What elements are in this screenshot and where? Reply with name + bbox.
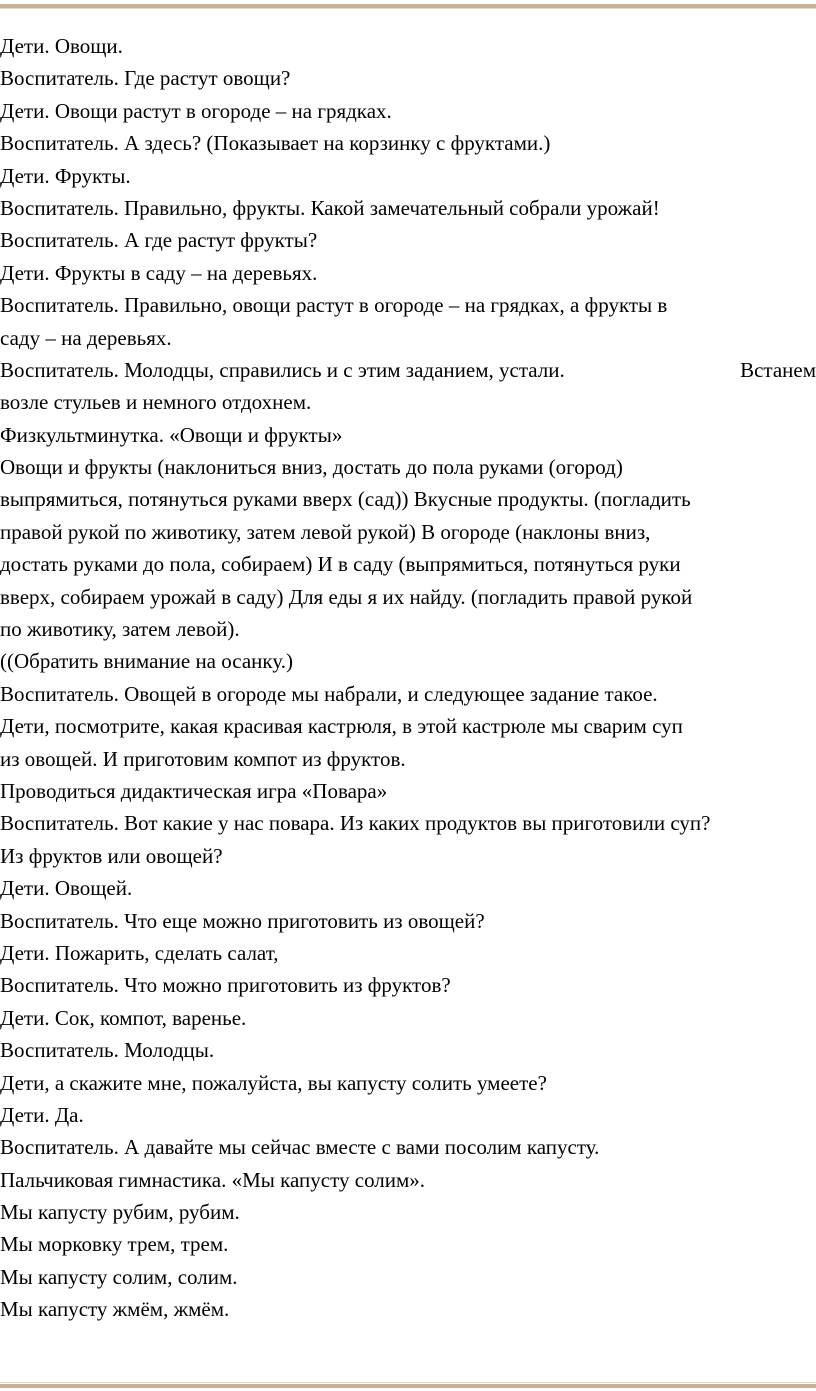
text-line: Мы капусту солим, солим. [0,1264,238,1289]
text-line: Воспитатель. Правильно, овощи растут в огороде – на грядках, а фрукты в [0,293,668,318]
text-line: Дети. Овощи растут в огороде – на грядках. [0,98,392,123]
text-line: Воспитатель. Что еще можно приготовить из овощей? [0,908,485,933]
text-line: Проводиться дидактическая игра «Повара» [0,778,388,803]
text-line: Дети. Овощи. [0,34,123,58]
text-line-left: Воспитатель. Молодцы, справились и с этим заданием, устали. [0,357,565,382]
text-line: Пальчиковая гимнастика. «Мы капусту солим». [0,1167,426,1192]
text-line: Дети. Фрукты. [0,163,131,188]
text-line-right: Встанем [740,357,816,382]
text-line: Воспитатель. Овощей в огороде мы набрали, и следующее задание такое. [0,681,658,706]
text-line: Дети. Да. [0,1102,84,1127]
text-line: Воспитатель. А здесь? (Показывает на корзинку с фруктами.) [0,131,551,156]
text-line: Дети. Фрукты в саду – на деревьях. [0,260,318,285]
text-line: Из фруктов или овощей? [0,843,223,868]
text-line: Овощи и фрукты (наклониться вниз, достать до пола руками (огород) [0,455,623,480]
text-line: саду – на деревьях. [0,325,172,350]
text-line: Воспитатель. Что можно приготовить из фруктов? [0,973,451,998]
text-line: Воспитатель. А где растут фрукты? [0,228,318,253]
text-line: Воспитатель. А давайте мы сейчас вместе с вами посолим капусту. [0,1135,600,1160]
document-body [0,30,816,1326]
text-line: Воспитатель. Правильно, фрукты. Какой замечательный собрали урожай! [0,195,660,220]
text-line: Дети. Овощей. [0,876,133,901]
text-line: выпрямиться, потянуться руками вверх (сад)) Вкусные продукты. (погладить [0,487,691,512]
text-line: возле стульев и немного отдохнем. [0,390,312,415]
bottom-border [0,1384,816,1388]
text-line: Дети. Сок, компот, варенье. [0,1005,247,1030]
text-line: Дети, а скажите мне, пожалуйста, вы капусту солить умеете? [0,1070,547,1095]
text-line: Воспитатель. Вот какие у нас повара. Из каких продуктов вы приготовили суп? [0,811,711,836]
text-line: вверх, собираем урожай в саду) Для еды я их найду. (погладить правой рукой [0,584,693,609]
text-line: Мы капусту рубим, рубим. [0,1200,240,1225]
text-line: Воспитатель. Молодцы. [0,1038,215,1063]
text-line: правой рукой по животику, затем левой рукой) В огороде (наклоны вниз, [0,519,651,544]
text-line: достать руками до пола, собираем) И в саду (выпрямиться, потянуться руки [0,552,681,577]
text-line: ((Обратить внимание на осанку.) [0,649,293,674]
text-line: Дети. Пожарить, сделать салат, [0,940,279,965]
text-line: Мы капусту жмём, жмём. [0,1297,230,1322]
text-line-justified [0,354,816,386]
text-line: из овощей. И приготовим компот из фруктов. [0,746,406,771]
text-line: по животику, затем левой). [0,617,240,642]
top-border [0,4,816,8]
text-line: Воспитатель. Где растут овощи? [0,66,291,91]
text-line: Мы морковку трем, трем. [0,1232,229,1257]
text-line: Дети, посмотрите, какая красивая кастрюля, в этой кастрюле мы сварим суп [0,714,683,739]
text-line: Физкультминутка. «Овощи и фрукты» [0,422,343,447]
